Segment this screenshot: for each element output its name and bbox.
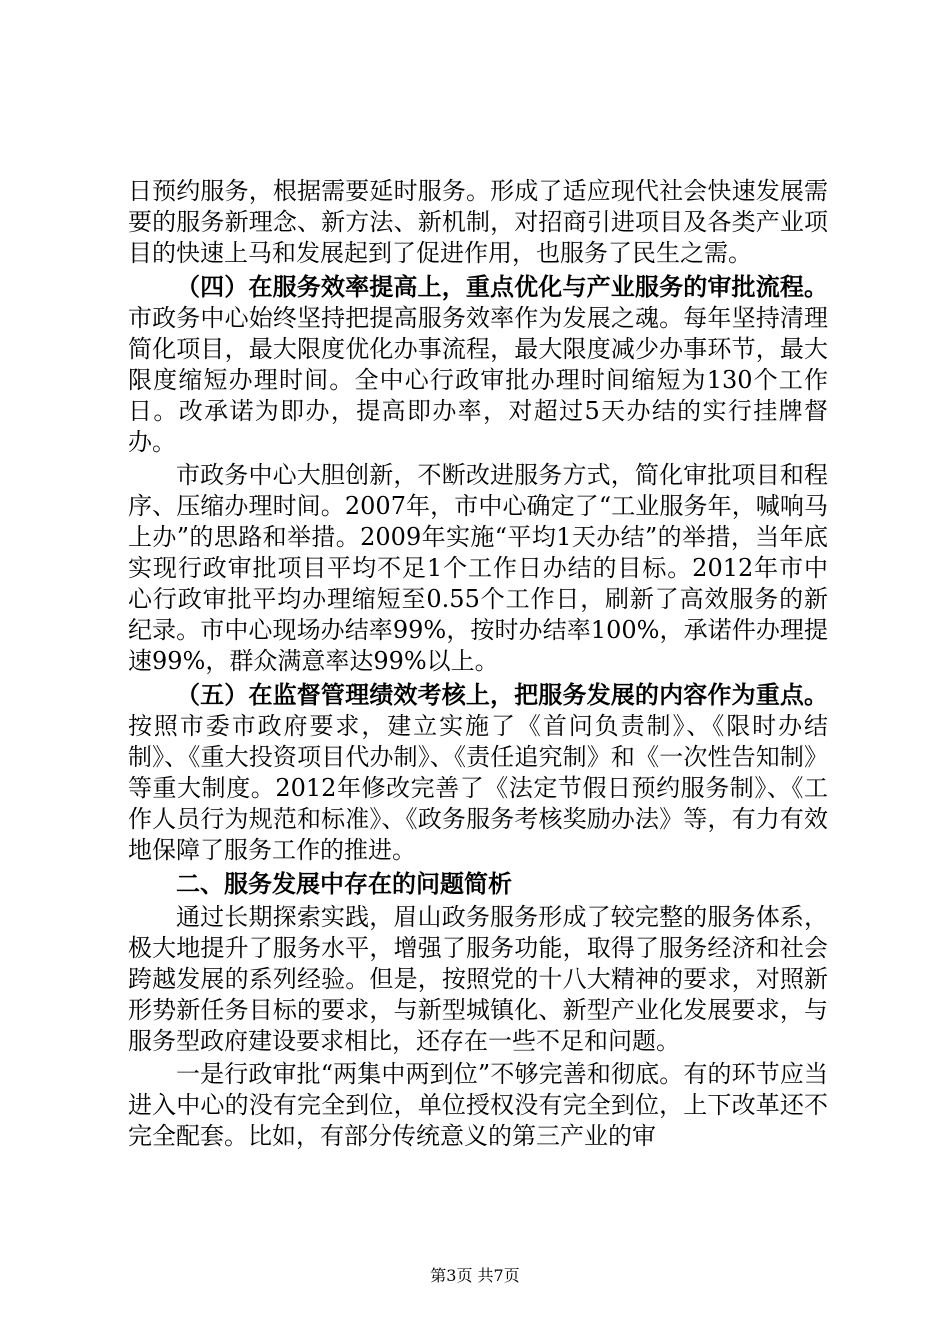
paragraph-text: 通过长期探索实践，眉山政务服务形成了较完整的服务体系，极大地提升了服务水平，增强了服务功能，取得了服务经济和社会跨越发展的系列经验。但是，按照党的十八大精神的要求，对照新形势新任务目标的要求，与新型城镇化、新型产业化发展要求，与服务型政府建设要求相比，还存在一些不足和问题。 — [128, 903, 828, 1055]
paragraph-innovation — [128, 460, 828, 677]
paragraph-overview — [128, 902, 828, 1057]
paragraph-section-five — [128, 679, 828, 866]
paragraph-chapter-two-heading — [128, 868, 828, 900]
paragraph-text: 按照市委市政府要求，建立实施了《首问负责制》、《限时办结制》、《重大投资项目代办制》、《责任追究制》和《一次性告知制》等重大制度。2012年修改完善了《法定节假日预约服务制》、《工作人员行为规范和标准》、《政务服务考核奖励办法》等，有力有效地保障了服务工作的推进。 — [128, 712, 828, 864]
paragraph-text: 一是行政审批“两集中两到位”不够完善和彻底。有的环节应当进入中心的没有完全到位，单位授权没有完全到位，上下改革还不完全配套。比如，有部分传统意义的第三产业的审 — [128, 1060, 828, 1150]
paragraph-text: 市政务中心始终坚持把提高服务效率作为发展之魂。每年坚持清理简化项目，最大限度优化办事流程，最大限度减少办事环节，最大限度缩短办理时间。全中心行政审批办理时间缩短为130个工作日。改承诺为即办，提高即办率，对超过5天办结的实行挂牌督办。 — [128, 304, 828, 456]
paragraph-text: 日预约服务，根据需要延时服务。形成了适应现代社会快速发展需要的服务新理念、新方法、新机制，对招商引进项目及各类产业项目的快速上马和发展起到了促进作用，也服务了民生之需。 — [128, 177, 828, 267]
page-number: 第3页 共7页 — [430, 1266, 520, 1285]
paragraph-continuation — [128, 176, 828, 269]
document-body — [128, 176, 828, 1154]
chapter-heading: 二、服务发展中存在的问题简析 — [176, 869, 512, 898]
paragraph-section-four — [128, 271, 828, 458]
section-heading: （四）在服务效率提高上，重点优化与产业服务的审批流程。 — [176, 272, 828, 301]
paragraph-text: 市政务中心大胆创新，不断改进服务方式，简化审批项目和程序、压缩办理时间。2007年，市中心确定了“工业服务年，喊响马上办”的思路和举措。2009年实施“平均1天办结”的举措，当年底实现行政审批项目平均不足1个工作日办结的目标。2012年市中心行政审批平均办理缩短至0.55个工作日，刷新了高效服务的新纪录。市中心现场办结率99%，按时办结率100%，承诺件办理提速99%，群众满意率达99%以上。 — [128, 461, 828, 675]
page-footer — [0, 1266, 950, 1286]
paragraph-issue-one — [128, 1059, 828, 1152]
section-heading: （五）在监督管理绩效考核上，把服务发展的内容作为重点。 — [176, 680, 828, 709]
